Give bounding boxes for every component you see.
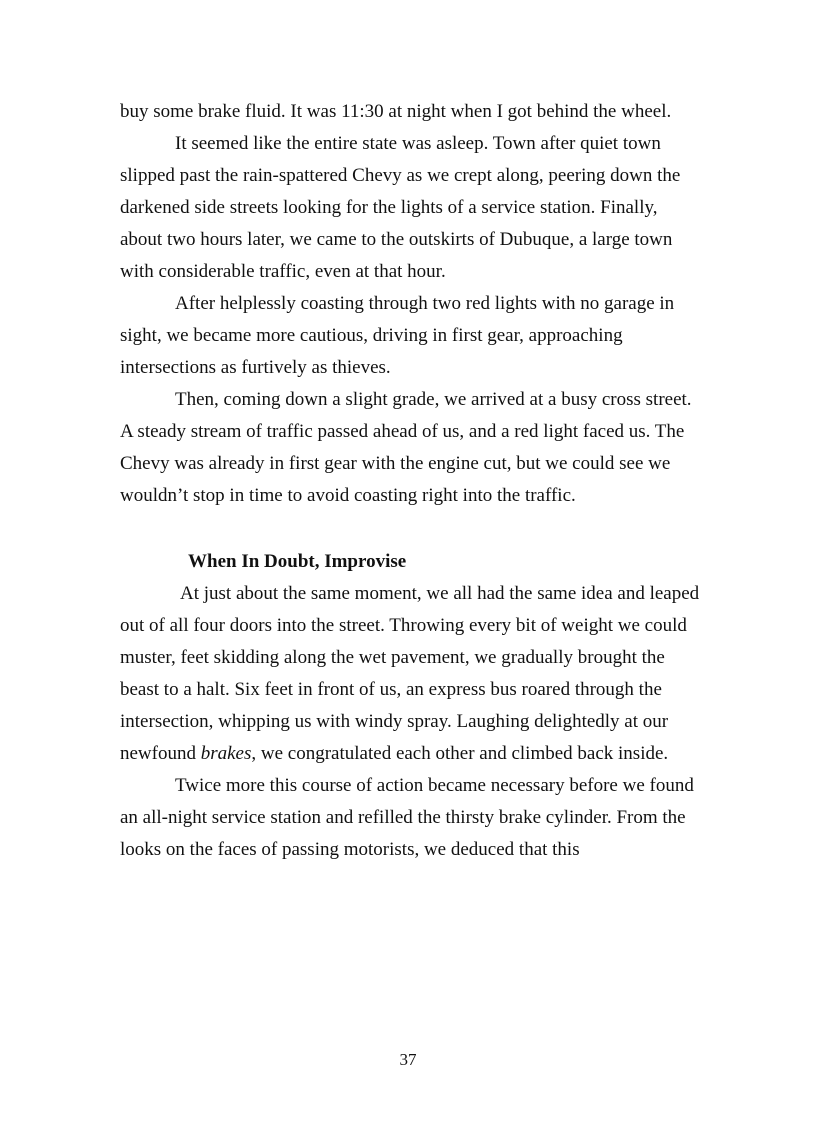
- italic-word: brakes: [200, 743, 252, 764]
- paragraph-text: , we congratulated each other and climbed back inside.: [251, 743, 669, 764]
- paragraph-continuation: buy some brake fluid. It was 11:30 at night when I got behind the wheel.: [120, 101, 672, 122]
- paragraph: It seemed like the entire state was asleep. Town after quiet town slipped past the rain-spattered Chevy as we crept along, peering down the darkened side streets looking for the lights of a service station. Finally, about two hours later, we came to the outskirts of Dubuque, a large town with considerable traffic, even at that hour.: [120, 133, 681, 282]
- paragraph: Twice more this course of action became necessary before we found an all-night service station and refilled the thirsty brake cylinder. From the looks on the faces of passing motorists, we deduced that this: [120, 775, 694, 860]
- paragraph: Then, coming down a slight grade, we arrived at a busy cross street. A steady stream of traffic passed ahead of us, and a red light faced us. The Chevy was already in first gear with the engine cut, but we could see we wouldn’t stop in time to avoid coasting right into the traffic.: [120, 389, 692, 506]
- paragraph-text: At just about the same moment, we all had the same idea and leaped out of all four doors into the street. Throwing every bit of weight we could muster, feet skidding along the wet pavement, we gradually brought the beast to a halt. Six feet in front of us, an express bus roared through the intersection, whipping us with windy spray. Laughing delightedly at our newfound: [120, 583, 700, 764]
- page-number: 37: [399, 1050, 417, 1069]
- body-text: [120, 96, 700, 866]
- paragraph: After helplessly coasting through two red lights with no garage in sight, we became more cautious, driving in first gear, approaching intersections as furtively as thieves.: [120, 293, 675, 378]
- section-heading: When In Doubt, Improvise: [188, 551, 407, 572]
- paragraph: [120, 578, 700, 770]
